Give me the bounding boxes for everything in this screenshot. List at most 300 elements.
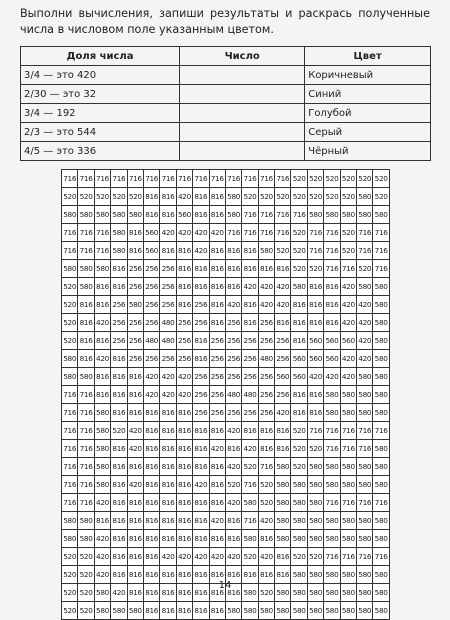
grid-cell[interactable]: 816 <box>111 386 127 404</box>
grid-cell[interactable]: 580 <box>340 476 356 494</box>
grid-cell[interactable]: 580 <box>373 350 389 368</box>
grid-cell[interactable]: 816 <box>176 602 192 620</box>
grid-cell[interactable]: 716 <box>357 224 373 242</box>
grid-cell[interactable]: 520 <box>62 602 78 620</box>
grid-cell[interactable]: 716 <box>307 422 323 440</box>
grid-cell[interactable]: 816 <box>225 566 241 584</box>
grid-cell[interactable]: 520 <box>127 188 143 206</box>
grid-cell[interactable]: 520 <box>78 602 94 620</box>
grid-cell[interactable]: 520 <box>324 170 340 188</box>
grid-cell[interactable]: 256 <box>160 278 176 296</box>
grid-cell[interactable]: 480 <box>242 386 258 404</box>
grid-cell[interactable]: 716 <box>340 422 356 440</box>
grid-cell[interactable]: 560 <box>275 368 291 386</box>
grid-cell[interactable]: 420 <box>340 350 356 368</box>
grid-cell[interactable]: 580 <box>258 242 274 260</box>
grid-cell[interactable]: 816 <box>176 242 192 260</box>
grid-cell[interactable]: 816 <box>242 422 258 440</box>
grid-cell[interactable]: 816 <box>242 296 258 314</box>
grid-cell[interactable]: 816 <box>111 260 127 278</box>
grid-cell[interactable]: 716 <box>78 242 94 260</box>
grid-cell[interactable]: 256 <box>209 386 225 404</box>
grid-cell[interactable]: 256 <box>225 368 241 386</box>
grid-cell[interactable]: 580 <box>258 602 274 620</box>
grid-cell[interactable]: 580 <box>340 512 356 530</box>
grid-cell[interactable]: 716 <box>357 548 373 566</box>
grid-cell[interactable]: 420 <box>176 368 192 386</box>
grid-cell[interactable]: 520 <box>291 548 307 566</box>
grid-cell[interactable]: 580 <box>373 368 389 386</box>
grid-cell[interactable]: 560 <box>291 368 307 386</box>
grid-cell[interactable]: 816 <box>111 458 127 476</box>
grid-cell[interactable]: 816 <box>209 278 225 296</box>
grid-cell[interactable]: 520 <box>340 188 356 206</box>
grid-cell[interactable]: 816 <box>209 530 225 548</box>
grid-cell[interactable]: 716 <box>78 476 94 494</box>
grid-cell[interactable]: 580 <box>373 458 389 476</box>
grid-cell[interactable]: 816 <box>94 368 110 386</box>
grid-cell[interactable]: 256 <box>143 260 159 278</box>
grid-cell[interactable]: 256 <box>127 278 143 296</box>
grid-cell[interactable]: 520 <box>357 260 373 278</box>
grid-cell[interactable]: 816 <box>176 458 192 476</box>
grid-cell[interactable]: 580 <box>340 602 356 620</box>
grid-cell[interactable]: 580 <box>373 404 389 422</box>
grid-cell[interactable]: 520 <box>291 170 307 188</box>
number-answer-cell[interactable] <box>180 142 305 161</box>
grid-cell[interactable]: 716 <box>357 440 373 458</box>
grid-cell[interactable]: 256 <box>143 278 159 296</box>
grid-cell[interactable]: 580 <box>340 206 356 224</box>
grid-cell[interactable]: 580 <box>373 512 389 530</box>
grid-cell[interactable]: 420 <box>258 512 274 530</box>
grid-cell[interactable]: 520 <box>258 584 274 602</box>
grid-cell[interactable]: 256 <box>193 368 209 386</box>
grid-cell[interactable]: 716 <box>62 404 78 422</box>
grid-cell[interactable]: 716 <box>324 494 340 512</box>
grid-cell[interactable]: 816 <box>160 530 176 548</box>
grid-cell[interactable]: 816 <box>307 386 323 404</box>
grid-cell[interactable]: 520 <box>373 170 389 188</box>
grid-cell[interactable]: 520 <box>78 188 94 206</box>
grid-cell[interactable]: 256 <box>242 350 258 368</box>
grid-cell[interactable]: 420 <box>176 386 192 404</box>
grid-cell[interactable]: 816 <box>143 476 159 494</box>
grid-cell[interactable]: 420 <box>176 224 192 242</box>
grid-cell[interactable]: 520 <box>291 440 307 458</box>
grid-cell[interactable]: 816 <box>209 314 225 332</box>
grid-cell[interactable]: 816 <box>193 494 209 512</box>
grid-cell[interactable]: 580 <box>242 602 258 620</box>
grid-cell[interactable]: 816 <box>176 278 192 296</box>
grid-cell[interactable]: 580 <box>275 458 291 476</box>
grid-cell[interactable]: 420 <box>176 548 192 566</box>
grid-cell[interactable]: 580 <box>275 584 291 602</box>
grid-cell[interactable]: 420 <box>94 548 110 566</box>
grid-cell[interactable]: 580 <box>307 530 323 548</box>
grid-cell[interactable]: 580 <box>373 278 389 296</box>
grid-cell[interactable]: 420 <box>176 188 192 206</box>
grid-cell[interactable]: 716 <box>225 170 241 188</box>
grid-cell[interactable]: 716 <box>340 494 356 512</box>
grid-cell[interactable]: 256 <box>176 350 192 368</box>
grid-cell[interactable]: 580 <box>78 368 94 386</box>
grid-cell[interactable]: 420 <box>209 440 225 458</box>
grid-cell[interactable]: 716 <box>78 440 94 458</box>
grid-cell[interactable]: 520 <box>242 548 258 566</box>
grid-cell[interactable]: 256 <box>160 350 176 368</box>
grid-cell[interactable]: 716 <box>78 494 94 512</box>
grid-cell[interactable]: 816 <box>78 350 94 368</box>
grid-cell[interactable]: 580 <box>307 206 323 224</box>
grid-cell[interactable]: 816 <box>176 530 192 548</box>
grid-cell[interactable]: 520 <box>62 584 78 602</box>
grid-cell[interactable]: 580 <box>324 206 340 224</box>
grid-cell[interactable]: 816 <box>291 386 307 404</box>
grid-cell[interactable]: 716 <box>258 170 274 188</box>
grid-cell[interactable]: 816 <box>111 530 127 548</box>
grid-cell[interactable]: 816 <box>111 278 127 296</box>
grid-cell[interactable]: 580 <box>357 512 373 530</box>
grid-cell[interactable]: 816 <box>193 530 209 548</box>
grid-cell[interactable]: 520 <box>62 296 78 314</box>
grid-cell[interactable]: 420 <box>94 314 110 332</box>
grid-cell[interactable]: 816 <box>143 530 159 548</box>
grid-cell[interactable]: 816 <box>127 530 143 548</box>
grid-cell[interactable]: 420 <box>193 548 209 566</box>
grid-cell[interactable]: 716 <box>176 170 192 188</box>
grid-cell[interactable]: 256 <box>176 332 192 350</box>
grid-cell[interactable]: 716 <box>242 476 258 494</box>
grid-cell[interactable]: 520 <box>62 188 78 206</box>
grid-cell[interactable]: 580 <box>111 242 127 260</box>
number-answer-cell[interactable] <box>180 123 305 142</box>
grid-cell[interactable]: 816 <box>176 260 192 278</box>
grid-cell[interactable]: 816 <box>176 476 192 494</box>
grid-cell[interactable]: 816 <box>127 512 143 530</box>
grid-cell[interactable]: 256 <box>242 332 258 350</box>
grid-cell[interactable]: 520 <box>78 566 94 584</box>
grid-cell[interactable]: 256 <box>209 350 225 368</box>
grid-cell[interactable]: 560 <box>176 206 192 224</box>
grid-cell[interactable]: 816 <box>143 548 159 566</box>
grid-cell[interactable]: 816 <box>94 296 110 314</box>
grid-cell[interactable]: 520 <box>62 278 78 296</box>
grid-cell[interactable]: 580 <box>291 512 307 530</box>
grid-cell[interactable]: 580 <box>78 206 94 224</box>
grid-cell[interactable]: 420 <box>94 494 110 512</box>
grid-cell[interactable]: 716 <box>324 242 340 260</box>
grid-cell[interactable]: 716 <box>258 206 274 224</box>
grid-cell[interactable]: 816 <box>160 602 176 620</box>
grid-cell[interactable]: 816 <box>143 404 159 422</box>
grid-cell[interactable]: 520 <box>111 188 127 206</box>
grid-cell[interactable]: 580 <box>62 368 78 386</box>
grid-cell[interactable]: 816 <box>193 602 209 620</box>
grid-cell[interactable]: 816 <box>242 566 258 584</box>
grid-cell[interactable]: 816 <box>193 584 209 602</box>
grid-cell[interactable]: 420 <box>143 386 159 404</box>
grid-cell[interactable]: 420 <box>275 404 291 422</box>
grid-cell[interactable]: 420 <box>193 224 209 242</box>
grid-cell[interactable]: 520 <box>373 188 389 206</box>
grid-cell[interactable]: 256 <box>258 332 274 350</box>
grid-cell[interactable]: 716 <box>291 206 307 224</box>
grid-cell[interactable]: 816 <box>111 476 127 494</box>
grid-cell[interactable]: 816 <box>160 440 176 458</box>
grid-cell[interactable]: 716 <box>324 224 340 242</box>
grid-cell[interactable]: 816 <box>94 278 110 296</box>
grid-cell[interactable]: 816 <box>176 296 192 314</box>
grid-cell[interactable]: 816 <box>209 476 225 494</box>
grid-cell[interactable]: 816 <box>160 584 176 602</box>
grid-cell[interactable]: 816 <box>242 260 258 278</box>
grid-cell[interactable]: 560 <box>340 332 356 350</box>
grid-cell[interactable]: 816 <box>275 422 291 440</box>
grid-cell[interactable]: 816 <box>111 350 127 368</box>
grid-cell[interactable]: 816 <box>324 296 340 314</box>
grid-cell[interactable]: 256 <box>176 314 192 332</box>
grid-cell[interactable]: 420 <box>209 548 225 566</box>
grid-cell[interactable]: 580 <box>242 494 258 512</box>
grid-cell[interactable]: 580 <box>111 206 127 224</box>
grid-cell[interactable]: 420 <box>357 296 373 314</box>
grid-cell[interactable]: 420 <box>357 332 373 350</box>
grid-cell[interactable]: 816 <box>291 314 307 332</box>
grid-cell[interactable]: 816 <box>209 422 225 440</box>
grid-cell[interactable]: 816 <box>176 584 192 602</box>
grid-cell[interactable]: 716 <box>340 440 356 458</box>
grid-cell[interactable]: 420 <box>324 368 340 386</box>
grid-cell[interactable]: 816 <box>324 278 340 296</box>
grid-cell[interactable]: 580 <box>373 476 389 494</box>
grid-cell[interactable]: 816 <box>176 512 192 530</box>
grid-cell[interactable]: 716 <box>143 170 159 188</box>
grid-cell[interactable]: 580 <box>127 206 143 224</box>
grid-cell[interactable]: 816 <box>209 188 225 206</box>
grid-cell[interactable]: 816 <box>94 512 110 530</box>
grid-cell[interactable]: 716 <box>62 224 78 242</box>
grid-cell[interactable]: 816 <box>160 242 176 260</box>
grid-cell[interactable]: 816 <box>307 404 323 422</box>
grid-cell[interactable]: 716 <box>62 458 78 476</box>
grid-cell[interactable]: 256 <box>209 332 225 350</box>
grid-cell[interactable]: 816 <box>209 260 225 278</box>
grid-cell[interactable]: 816 <box>275 440 291 458</box>
grid-cell[interactable]: 256 <box>225 314 241 332</box>
grid-cell[interactable]: 520 <box>78 548 94 566</box>
grid-cell[interactable]: 716 <box>111 170 127 188</box>
grid-cell[interactable]: 716 <box>209 170 225 188</box>
grid-cell[interactable]: 716 <box>324 260 340 278</box>
grid-cell[interactable]: 520 <box>78 584 94 602</box>
grid-cell[interactable]: 816 <box>275 314 291 332</box>
grid-cell[interactable]: 520 <box>62 548 78 566</box>
grid-cell[interactable]: 816 <box>176 566 192 584</box>
grid-cell[interactable]: 520 <box>258 494 274 512</box>
grid-cell[interactable]: 256 <box>225 350 241 368</box>
grid-cell[interactable]: 816 <box>160 566 176 584</box>
grid-cell[interactable]: 816 <box>225 260 241 278</box>
grid-cell[interactable]: 256 <box>225 332 241 350</box>
grid-cell[interactable]: 420 <box>193 242 209 260</box>
grid-cell[interactable]: 580 <box>275 530 291 548</box>
grid-cell[interactable]: 580 <box>242 584 258 602</box>
grid-cell[interactable]: 520 <box>291 458 307 476</box>
grid-cell[interactable]: 560 <box>291 350 307 368</box>
grid-cell[interactable]: 716 <box>78 386 94 404</box>
grid-cell[interactable]: 816 <box>127 584 143 602</box>
grid-cell[interactable]: 716 <box>62 476 78 494</box>
grid-cell[interactable]: 716 <box>94 224 110 242</box>
grid-cell[interactable]: 256 <box>193 296 209 314</box>
grid-cell[interactable]: 716 <box>242 224 258 242</box>
grid-cell[interactable]: 420 <box>111 584 127 602</box>
grid-cell[interactable]: 580 <box>94 602 110 620</box>
grid-cell[interactable]: 816 <box>324 314 340 332</box>
grid-cell[interactable]: 580 <box>357 458 373 476</box>
grid-cell[interactable]: 420 <box>94 530 110 548</box>
grid-cell[interactable]: 420 <box>340 278 356 296</box>
grid-cell[interactable]: 420 <box>160 548 176 566</box>
grid-cell[interactable]: 716 <box>127 170 143 188</box>
grid-cell[interactable]: 816 <box>193 512 209 530</box>
grid-cell[interactable]: 816 <box>94 332 110 350</box>
grid-cell[interactable]: 256 <box>275 332 291 350</box>
grid-cell[interactable]: 256 <box>143 350 159 368</box>
grid-cell[interactable]: 580 <box>357 404 373 422</box>
grid-cell[interactable]: 580 <box>340 458 356 476</box>
grid-cell[interactable]: 816 <box>209 566 225 584</box>
grid-cell[interactable]: 716 <box>62 422 78 440</box>
grid-cell[interactable]: 816 <box>242 314 258 332</box>
grid-cell[interactable]: 716 <box>62 440 78 458</box>
grid-cell[interactable]: 816 <box>160 206 176 224</box>
grid-cell[interactable]: 420 <box>127 440 143 458</box>
grid-cell[interactable]: 520 <box>307 260 323 278</box>
grid-cell[interactable]: 580 <box>94 206 110 224</box>
grid-cell[interactable]: 716 <box>324 548 340 566</box>
grid-cell[interactable]: 520 <box>307 440 323 458</box>
number-answer-cell[interactable] <box>180 66 305 85</box>
grid-cell[interactable]: 816 <box>193 332 209 350</box>
grid-cell[interactable]: 420 <box>242 278 258 296</box>
grid-cell[interactable]: 716 <box>62 494 78 512</box>
grid-cell[interactable]: 716 <box>373 242 389 260</box>
grid-cell[interactable]: 816 <box>127 458 143 476</box>
grid-cell[interactable]: 816 <box>143 512 159 530</box>
grid-cell[interactable]: 420 <box>225 548 241 566</box>
grid-cell[interactable]: 256 <box>111 314 127 332</box>
grid-cell[interactable]: 816 <box>127 242 143 260</box>
grid-cell[interactable]: 420 <box>275 278 291 296</box>
grid-cell[interactable]: 816 <box>209 584 225 602</box>
grid-cell[interactable]: 580 <box>78 278 94 296</box>
grid-cell[interactable]: 716 <box>340 260 356 278</box>
grid-cell[interactable]: 816 <box>143 602 159 620</box>
grid-cell[interactable]: 420 <box>225 458 241 476</box>
grid-cell[interactable]: 520 <box>291 188 307 206</box>
grid-cell[interactable]: 816 <box>160 404 176 422</box>
grid-cell[interactable]: 480 <box>225 386 241 404</box>
grid-cell[interactable]: 420 <box>258 278 274 296</box>
grid-cell[interactable]: 580 <box>340 530 356 548</box>
grid-cell[interactable]: 580 <box>62 260 78 278</box>
grid-cell[interactable]: 816 <box>209 242 225 260</box>
grid-cell[interactable]: 580 <box>357 386 373 404</box>
grid-cell[interactable]: 816 <box>143 584 159 602</box>
grid-cell[interactable]: 716 <box>62 170 78 188</box>
grid-cell[interactable]: 580 <box>94 584 110 602</box>
grid-cell[interactable]: 580 <box>307 584 323 602</box>
grid-cell[interactable]: 580 <box>291 602 307 620</box>
grid-cell[interactable]: 816 <box>127 386 143 404</box>
grid-cell[interactable]: 716 <box>242 170 258 188</box>
grid-cell[interactable]: 580 <box>291 278 307 296</box>
grid-cell[interactable]: 580 <box>373 584 389 602</box>
grid-cell[interactable]: 580 <box>127 602 143 620</box>
grid-cell[interactable]: 816 <box>193 566 209 584</box>
grid-cell[interactable]: 256 <box>143 314 159 332</box>
grid-cell[interactable]: 816 <box>209 206 225 224</box>
grid-cell[interactable]: 716 <box>373 224 389 242</box>
grid-cell[interactable]: 520 <box>242 458 258 476</box>
grid-cell[interactable]: 580 <box>62 512 78 530</box>
grid-cell[interactable]: 816 <box>176 494 192 512</box>
grid-cell[interactable]: 520 <box>340 224 356 242</box>
grid-cell[interactable]: 580 <box>340 584 356 602</box>
grid-cell[interactable]: 716 <box>225 224 241 242</box>
grid-cell[interactable]: 716 <box>242 206 258 224</box>
grid-cell[interactable]: 816 <box>78 314 94 332</box>
grid-cell[interactable]: 716 <box>78 404 94 422</box>
grid-cell[interactable]: 816 <box>143 458 159 476</box>
grid-cell[interactable]: 580 <box>357 584 373 602</box>
grid-cell[interactable]: 580 <box>291 530 307 548</box>
grid-cell[interactable]: 520 <box>307 548 323 566</box>
grid-cell[interactable]: 256 <box>242 368 258 386</box>
grid-cell[interactable]: 256 <box>127 332 143 350</box>
grid-cell[interactable]: 520 <box>62 566 78 584</box>
grid-cell[interactable]: 520 <box>275 188 291 206</box>
grid-cell[interactable]: 256 <box>193 404 209 422</box>
grid-cell[interactable]: 420 <box>340 314 356 332</box>
grid-cell[interactable]: 716 <box>78 170 94 188</box>
grid-cell[interactable]: 520 <box>242 188 258 206</box>
grid-cell[interactable]: 716 <box>275 206 291 224</box>
grid-cell[interactable]: 716 <box>324 440 340 458</box>
grid-cell[interactable]: 816 <box>307 278 323 296</box>
grid-cell[interactable]: 580 <box>62 350 78 368</box>
grid-cell[interactable]: 420 <box>258 296 274 314</box>
grid-cell[interactable]: 580 <box>225 206 241 224</box>
grid-cell[interactable]: 256 <box>225 404 241 422</box>
grid-cell[interactable]: 816 <box>193 206 209 224</box>
grid-cell[interactable]: 580 <box>373 602 389 620</box>
grid-cell[interactable]: 716 <box>275 170 291 188</box>
grid-cell[interactable]: 580 <box>62 206 78 224</box>
grid-cell[interactable]: 816 <box>258 566 274 584</box>
grid-cell[interactable]: 816 <box>143 422 159 440</box>
grid-cell[interactable]: 520 <box>324 188 340 206</box>
grid-cell[interactable]: 716 <box>340 548 356 566</box>
grid-cell[interactable]: 580 <box>357 602 373 620</box>
grid-cell[interactable]: 480 <box>258 350 274 368</box>
grid-cell[interactable]: 256 <box>258 368 274 386</box>
grid-cell[interactable]: 816 <box>160 188 176 206</box>
grid-cell[interactable]: 580 <box>324 530 340 548</box>
grid-cell[interactable]: 520 <box>111 422 127 440</box>
